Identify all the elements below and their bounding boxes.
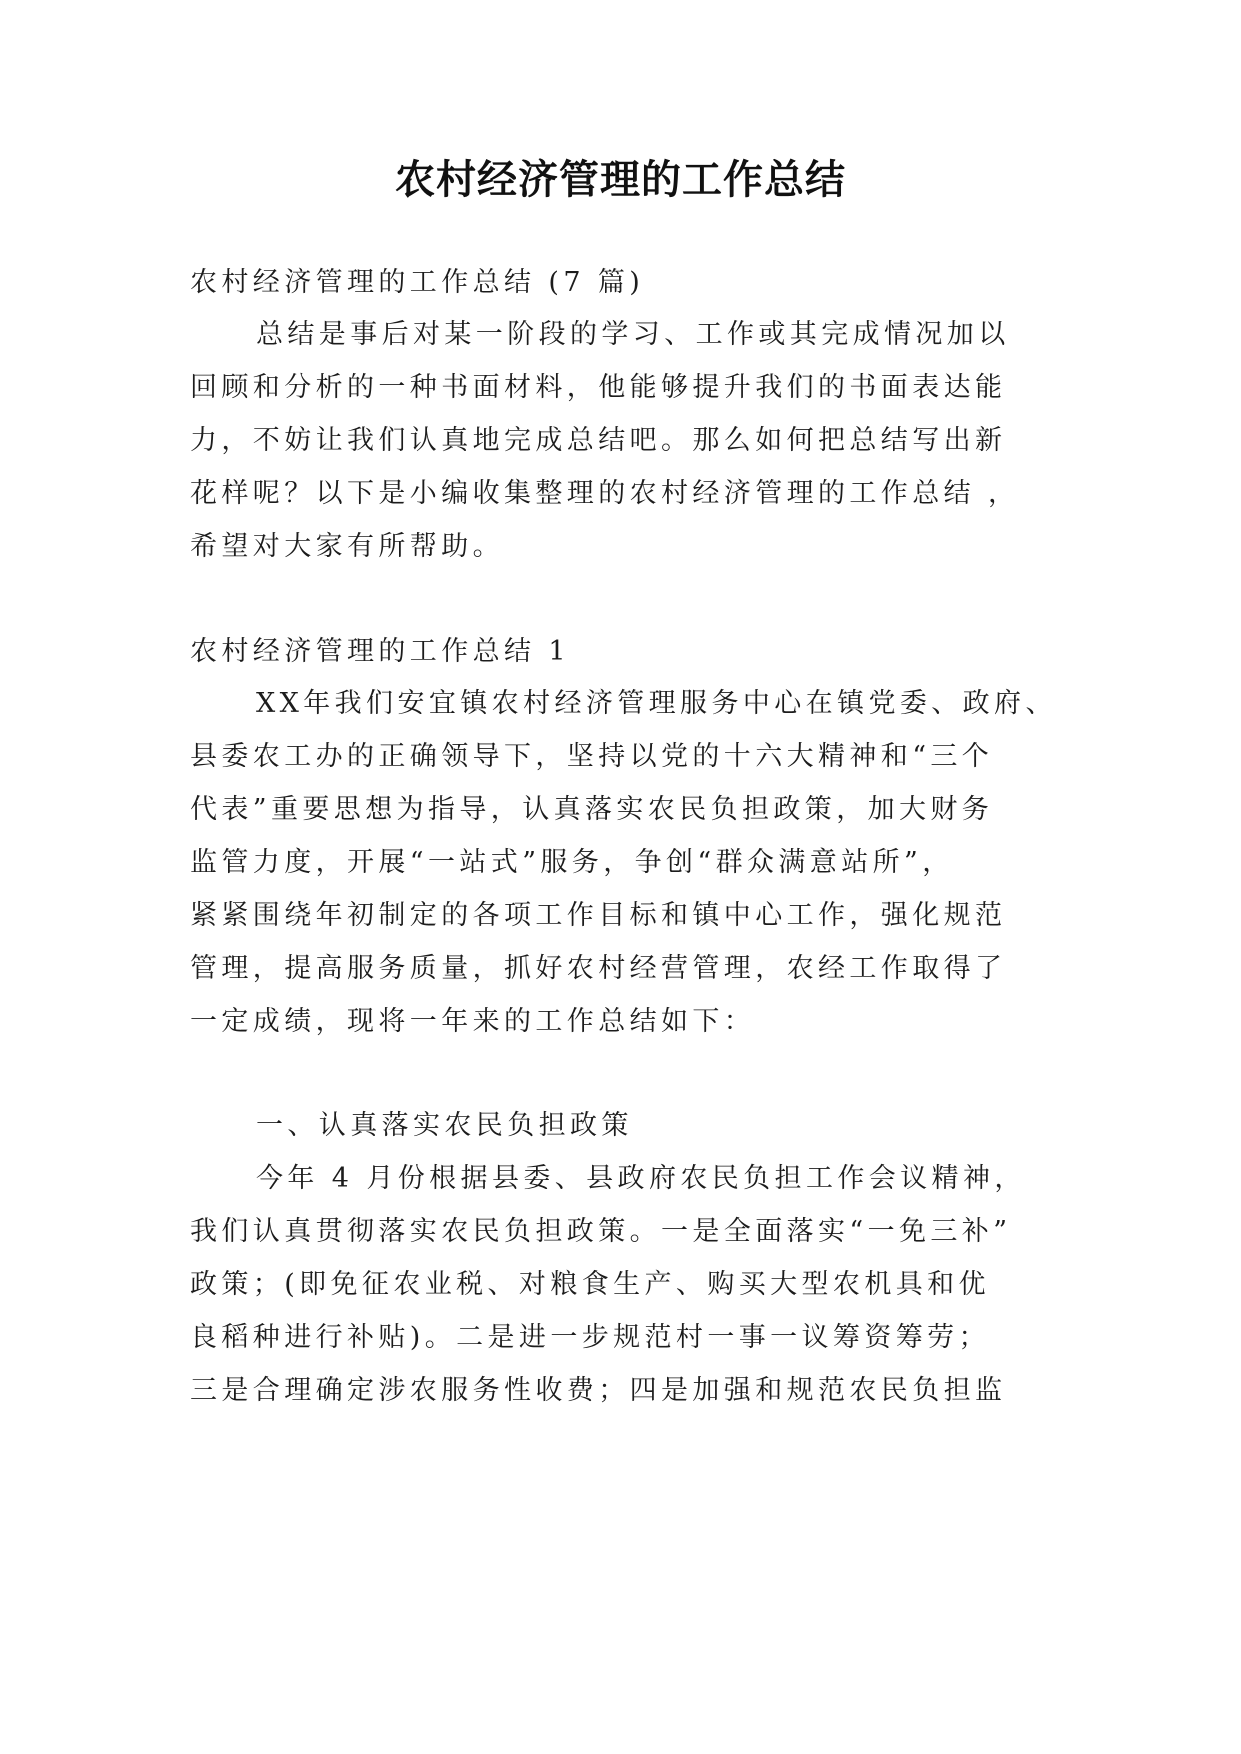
intro-line: 花样呢？以下是小编收集整理的农村经济管理的工作总结 ，: [190, 478, 1020, 509]
intro-line: 希望对大家有所帮助。: [190, 531, 504, 562]
section-body-line: XX年我们安宜镇农村经济管理服务中心在镇党委、政府、: [256, 688, 1057, 719]
section-title: 农村经济管理的工作总结 1: [190, 636, 570, 667]
intro-line: 回顾和分析的一种书面材料，他能够提升我们的书面表达能: [190, 372, 1007, 403]
heading-1-body-line: 三是合理确定涉农服务性收费；四是加强和规范农民负担监: [190, 1375, 1007, 1406]
section-body-line: 代表”重要思想为指导，认真落实农民负担政策，加大财务: [190, 794, 994, 825]
heading-1-body-line: 我们认真贯彻落实农民负担政策。一是全面落实“一免三补”: [190, 1216, 1012, 1247]
section-body-line: 监管力度，开展“一站式”服务，争创“群众满意站所”，: [190, 847, 954, 878]
intro-line: 总结是事后对某一阶段的学习、工作或其完成情况加以: [256, 319, 1010, 350]
section-body-line: 紧紧围绕年初制定的各项工作目标和镇中心工作，强化规范: [190, 900, 1007, 931]
heading-1-body-line: 今年 4 月份根据县委、县政府农民负担工作会议精神，: [256, 1163, 1026, 1194]
intro-line: 力，不妨让我们认真地完成总结吧。那么如何把总结写出新: [190, 425, 1007, 456]
section-body-line: 一定成绩，现将一年来的工作总结如下：: [190, 1006, 756, 1037]
document-subtitle: 农村经济管理的工作总结 (7 篇): [190, 267, 645, 298]
document-title: 农村经济管理的工作总结: [395, 157, 846, 203]
section-body-line: 县委农工办的正确领导下，坚持以党的十六大精神和“三个: [190, 741, 994, 772]
section-body-line: 管理，提高服务质量，抓好农村经营管理，农经工作取得了: [190, 953, 1007, 984]
heading-1-body-line: 政策；(即免征农业税、对粮食生产、购买大型农机具和优: [190, 1269, 990, 1300]
heading-1: 一、认真落实农民负担政策: [256, 1110, 633, 1141]
heading-1-body-line: 良稻种进行补贴)。二是进一步规范村一事一议筹资筹劳；: [190, 1322, 990, 1353]
